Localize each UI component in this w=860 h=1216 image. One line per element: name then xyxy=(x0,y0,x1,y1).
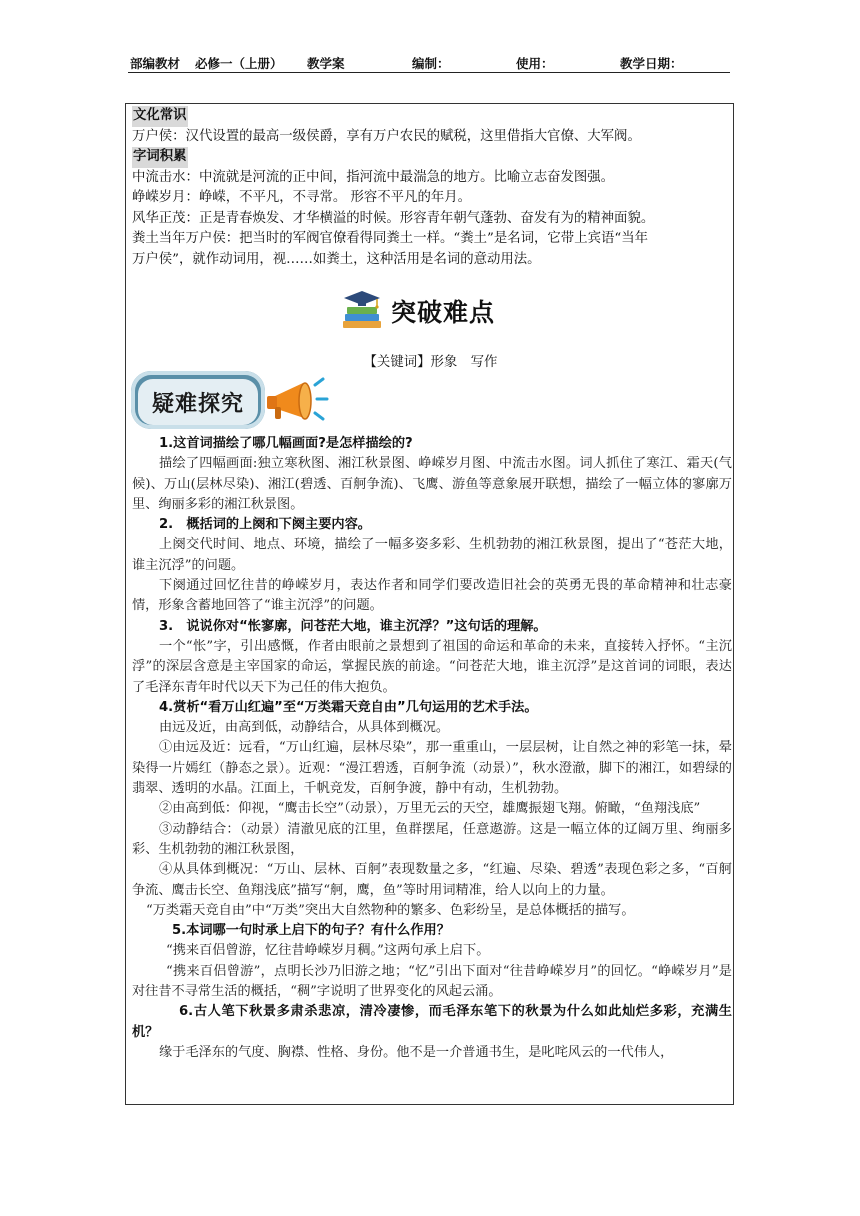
header-textbook: 部编教材 xyxy=(130,56,181,71)
explore-title: 疑难探究 xyxy=(151,391,244,417)
answer-5b xyxy=(132,962,732,1003)
books-graduation-cap-icon xyxy=(339,287,385,333)
header-user-label: 使用： xyxy=(516,56,554,71)
vocab-line: 峥嵘岁月：峥嵘，不平凡，不寻常。 形容不平凡的年月。 xyxy=(132,190,472,205)
answer-4-p2 xyxy=(132,799,732,819)
header-date-label: 教学日期： xyxy=(620,56,683,71)
vocab-line: 万户侯”，就作动词用，视……如粪土，这种活用是名词的意动用法。 xyxy=(132,251,541,267)
answer-5b-text: “携来百侣曾游”，点明长沙乃旧游之地；“忆”引出下面对“往昔峥嵘岁月”的回忆。“峥嵘岁月”是对往昔不寻常生活的概括，“稠”字说明了世界变化的风起云涌。 xyxy=(132,963,732,1000)
breakthrough-banner xyxy=(339,285,509,333)
answer-2b xyxy=(132,576,732,617)
answer-2b-text: 下阕通过回忆往昔的峥嵘岁月，表达作者和同学们要改造旧社会的英勇无畏的革命精神和壮志豪情，形象含蓄地回答了“谁主沉浮”的问题。 xyxy=(132,578,732,614)
header-volume: 必修一（上册） xyxy=(195,56,283,71)
header-doc-type: 教学案 xyxy=(307,56,345,71)
question-6 xyxy=(132,1002,732,1043)
vocab-heading: 字词积累 xyxy=(132,147,188,168)
answer-1 xyxy=(132,454,732,515)
content-box xyxy=(125,103,734,1105)
question-5: 5.本词哪一句时承上启下的句子？有什么作用？ xyxy=(172,923,450,939)
question-2: 2. 概括词的上阕和下阕主要内容。 xyxy=(159,517,371,533)
culture-line: 万户侯：汉代设置的最高一级侯爵，享有万户农民的赋税，这里借指大官僚、大军阀。 xyxy=(132,128,641,144)
answer-2a-text: 上阕交代时间、地点、环境，描绘了一幅多姿多彩、生机勃勃的湘江秋景图，提出了“苍茫大地，谁主沉浮”的问题。 xyxy=(132,537,732,573)
answer-4-p1-text: ①由远及近：远看，“万山红遍，层林尽染”，那一重重山，一层层树，让自然之神的彩笔一抹，晕染得一片嫣红（静态之景）。近观：“漫江碧透，百舸争流（动景）”，秋水澄澈，脚下的湘江，如碧绿的翡翠、透明的水晶。江面上，千帆竞发，百舸争渡，静中有动，生机勃勃。 xyxy=(132,740,732,797)
vocab-line: 中流击水：中流就是河流的正中间，指河流中最湍急的地方。比喻立志奋发图强。 xyxy=(132,169,615,185)
answer-3-text: 一个“怅”字，引出感慨，作者由眼前之景想到了祖国的命运和革命的未来，直接转入抒怀。“主沉浮”的深层含意是主宰国家的命运，掌握民族的前途。“问苍茫大地，谁主沉浮”是这首词的词眼，表达了毛泽东青年时代以天下为己任的伟大抱负。 xyxy=(132,638,732,695)
megaphone-icon xyxy=(263,371,333,431)
answer-2a xyxy=(132,535,732,576)
answer-6-text: 缘于毛泽东的气度、胸襟、性格、身份。他不是一介普通书生，是叱咤风云的一代伟人， xyxy=(159,1044,674,1060)
answer-4-p4 xyxy=(132,860,732,901)
answer-4-intro xyxy=(132,718,732,738)
questions-section xyxy=(132,434,732,1063)
answer-4-p5-text: “万类霜天竞自由”中“万类”突出大自然物种的繁多、色彩纷呈，是总体概括的描写。 xyxy=(146,902,635,918)
keywords-line: 【关键词】形象 写作 xyxy=(363,355,498,370)
answer-4-p3 xyxy=(132,820,732,861)
knowledge-section xyxy=(132,106,732,270)
culture-heading: 文化常识 xyxy=(132,106,188,127)
breakthrough-title: 突破难点 xyxy=(391,298,496,327)
explore-badge xyxy=(131,371,265,429)
answer-4-p1 xyxy=(132,738,732,799)
explore-banner xyxy=(131,369,346,439)
question-4: 4.赏析“看万山红遍”至“万类霜天竞自由”几句运用的艺术手法。 xyxy=(159,699,538,715)
vocab-line: 粪土当年万户侯：把当时的军阀官僚看得同粪土一样。“粪土”是名词，它带上宾语“当年 xyxy=(132,231,648,246)
answer-6 xyxy=(132,1043,732,1063)
page-header xyxy=(128,50,730,73)
answer-1-text: 描绘了四幅画面:独立寒秋图、湘江秋景图、峥嵘岁月图、中流击水图。词人抓住了寒江、霜天(气候)、万山(层林尽染)、湘江(碧透、百舸争流)、飞鹰、游鱼等意象展开联想，描绘了一幅立体的寥廓万里、绚丽多彩的湘江秋景图。 xyxy=(132,456,732,512)
answer-3 xyxy=(132,637,732,698)
answer-4-p5 xyxy=(132,901,732,921)
question-3: 3. 说说你对“怅寥廓，问苍茫大地，谁主沉浮？”这句话的理解。 xyxy=(159,618,547,634)
header-editor-label: 编制： xyxy=(412,56,450,71)
answer-4-p2-text: ②由高到低：仰视，“鹰击长空”（动景），万里无云的天空，雄鹰振翅飞翔。俯瞰，“鱼翔浅底” xyxy=(159,801,701,817)
question-1: 1.这首词描绘了哪几幅画面?是怎样描绘的? xyxy=(159,436,413,451)
answer-4-intro-text: 由远及近，由高到低，动静结合，从具体到概况。 xyxy=(159,720,450,736)
answer-4-p4-text: ④从具体到概况：“万山、层林、百舸”表现数量之多，“红遍、尽染、碧透”表现色彩之多，“百舸争流、鹰击长空、鱼翔浅底”描写“舸，鹰，鱼”等时用词精准，给人以向上的力量。 xyxy=(132,862,732,898)
vocab-line: 风华正茂：正是青春焕发、才华横溢的时候。形容青年朝气蓬勃、奋发有为的精神面貌。 xyxy=(132,210,655,226)
answer-4-p3-text: ③动静结合：（动景）清澈见底的江里，鱼群摆尾，任意遨游。这是一幅立体的辽阔万里、绚丽多彩、生机勃勃的湘江秋景图， xyxy=(132,821,732,857)
answer-5a xyxy=(132,941,732,961)
answer-5a-text: “携来百侣曾游，忆往昔峥嵘岁月稠。”这两句承上启下。 xyxy=(166,943,490,959)
question-6-text: 6.古人笔下秋景多肃杀悲凉，清冷凄惨，而毛泽东笔下的秋景为什么如此灿烂多彩，充满生机？ xyxy=(132,1004,732,1040)
